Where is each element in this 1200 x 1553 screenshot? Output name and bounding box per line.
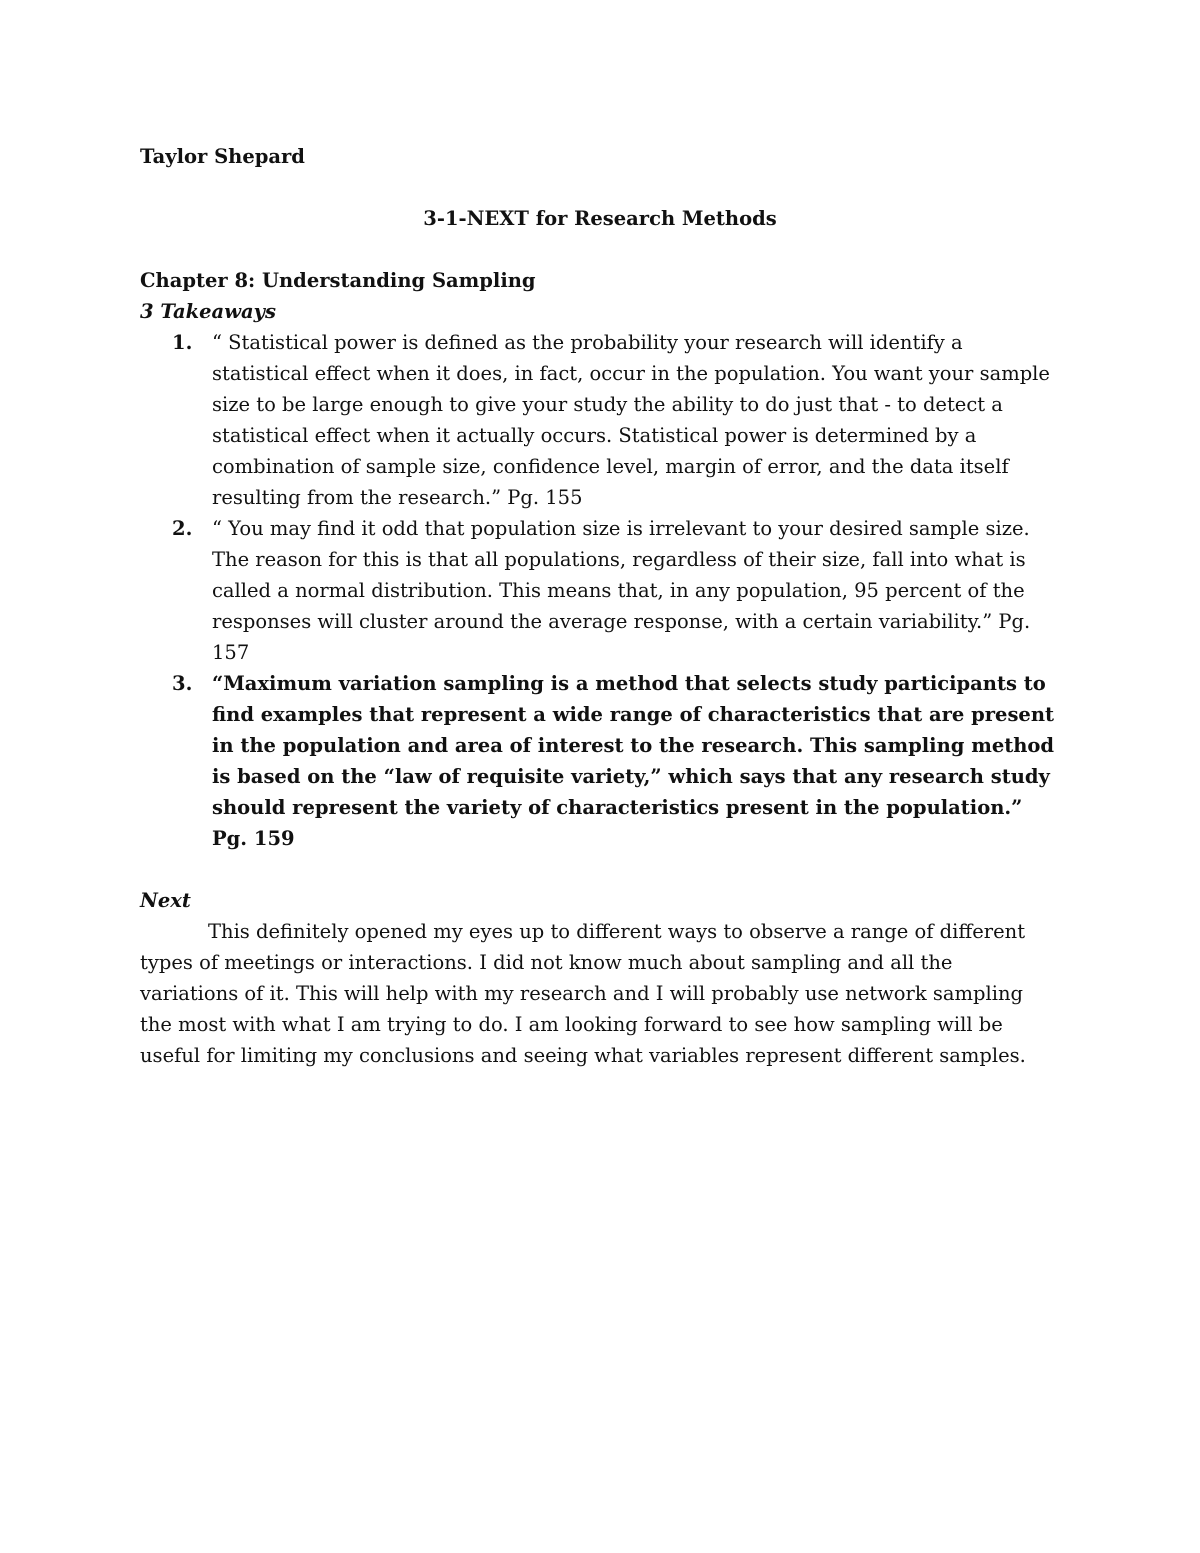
next-paragraph: This definitely opened my eyes up to different ways to observe a range of different types of meetings or interactions. I did not know much about sampling and all the variations of it. This will help with my research and I will probably use network sampling the most with what I am trying to do. I am looking forward to see how sampling will be useful for limiting my conclusions and seeing what variables represent different samples. (140, 920, 1026, 1067)
takeaway-text: “ Statistical power is defined as the probability your research will identify a statistical effect when it does, in fact, occur in the population. You want your sample size to be large enough to give your study the ability to do just that - to detect a statistical effect when it actually occurs. Statistical power is determined by a combination of sample size, confidence level, margin of error, and the data itself resulting from the research.” Pg. 155 (212, 331, 1050, 509)
chapter-heading: Chapter 8: Understanding Sampling (140, 269, 536, 292)
takeaway-number: 3. (172, 672, 193, 695)
document-content (140, 141, 1060, 1071)
takeaways-list (140, 327, 1060, 854)
takeaway-text: “Maximum variation sampling is a method that selects study participants to find examples that represent a wide range of characteristics that are present in the population and area of interest to the research. This sampling method is based on the “law of requisite variety,” which says that any research study should represent the variety of characteristics present in the population.” Pg. 159 (212, 672, 1055, 850)
takeaway-number: 2. (172, 517, 193, 540)
takeaway-item (140, 513, 1060, 668)
author-name: Taylor Shepard (140, 145, 305, 168)
document-title: 3-1-NEXT for Research Methods (423, 207, 777, 230)
takeaway-item (140, 327, 1060, 513)
next-label: Next (140, 889, 191, 912)
takeaway-item (140, 668, 1060, 854)
takeaway-text: “ You may find it odd that population size is irrelevant to your desired sample size. The reason for this is that all populations, regardless of their size, fall into what is called a normal distribution. This means that, in any population, 95 percent of the responses will cluster around the average response, with a certain variability.” Pg. 157 (212, 517, 1031, 664)
takeaways-label: 3 Takeaways (140, 300, 276, 323)
takeaway-number: 1. (172, 331, 193, 354)
